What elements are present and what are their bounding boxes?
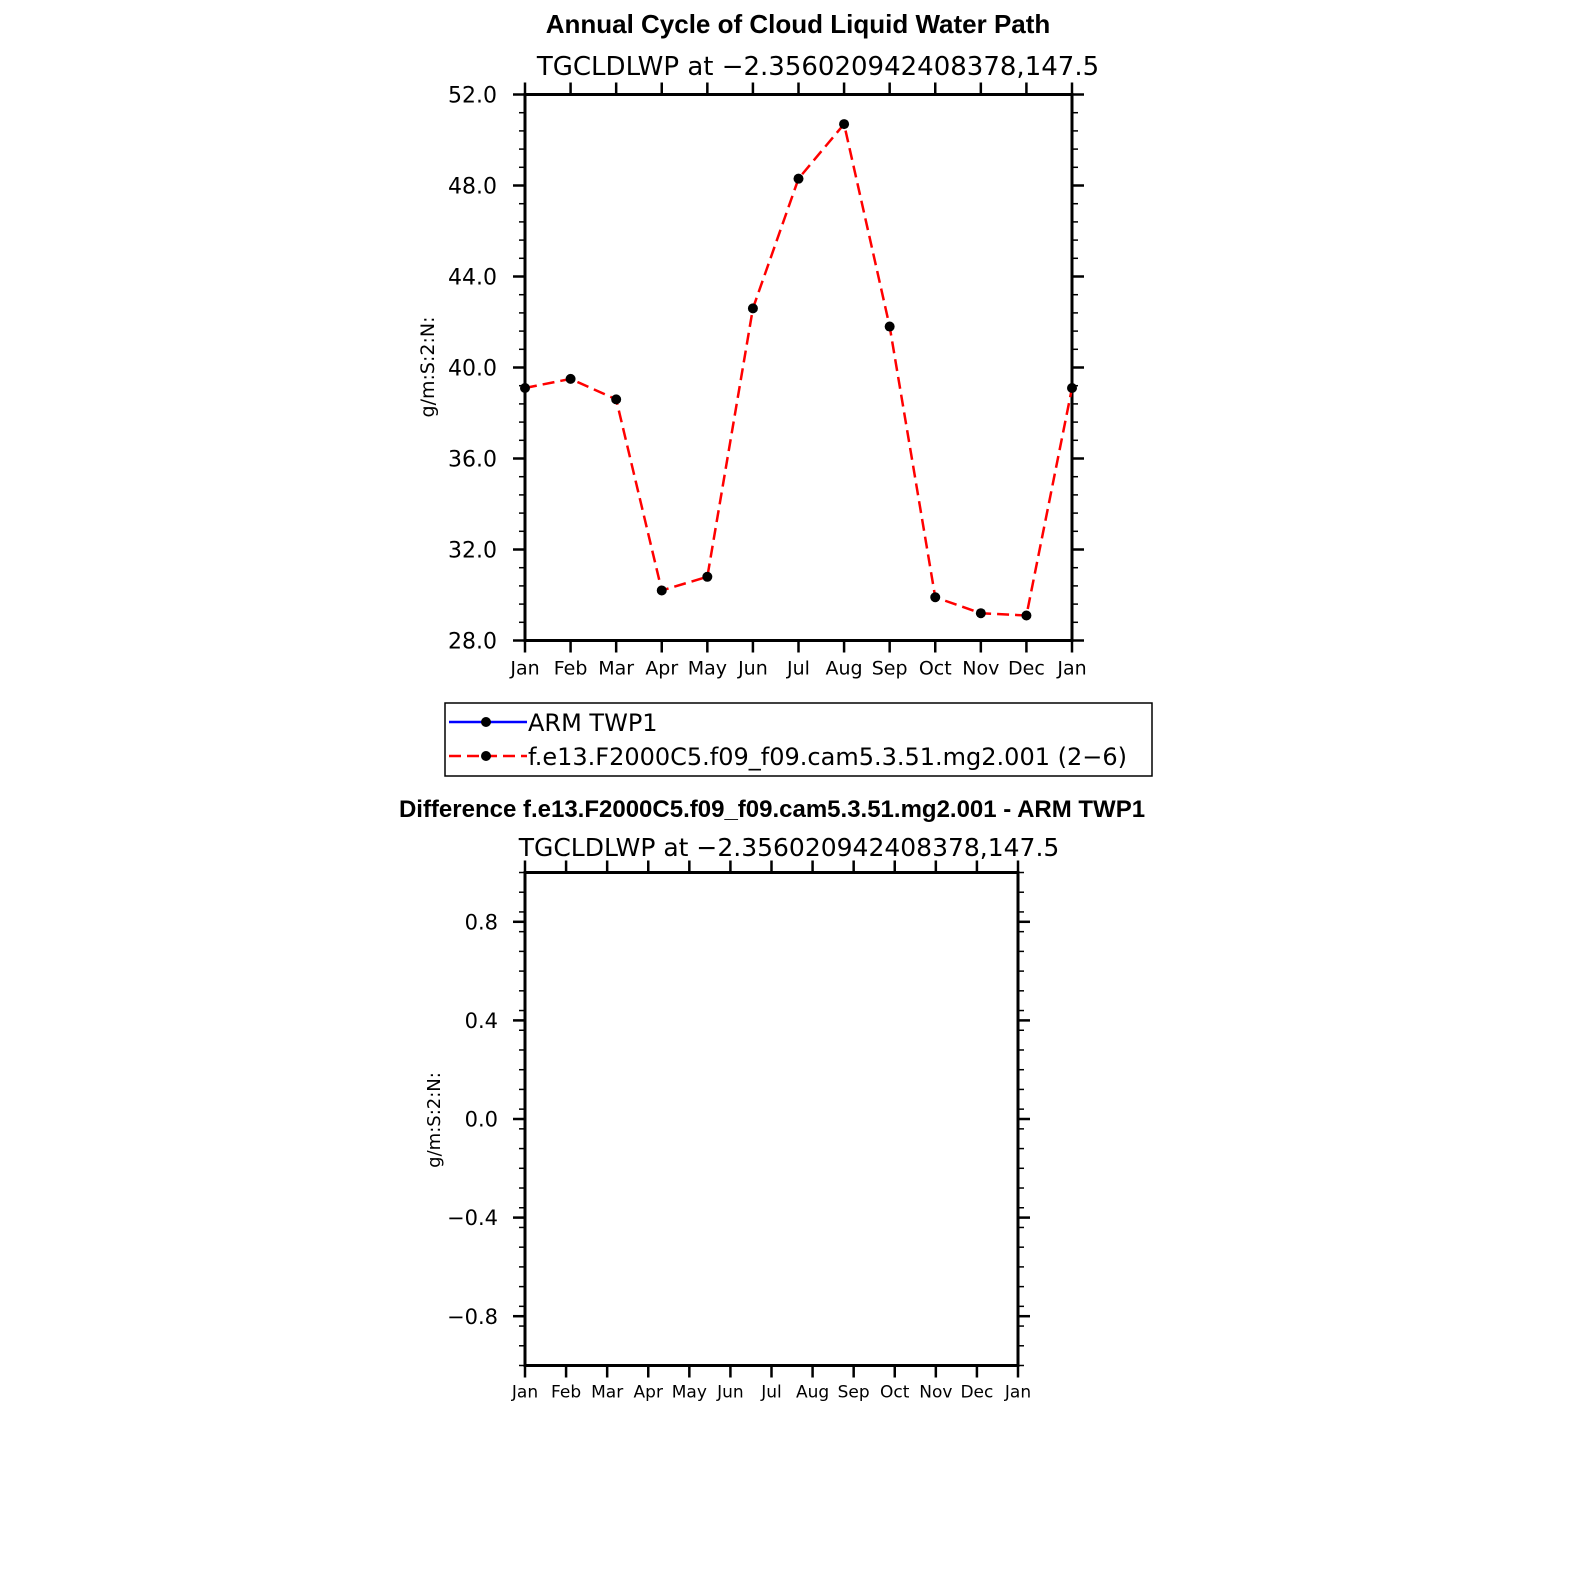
data-point xyxy=(520,383,530,393)
y-tick-label: 52.0 xyxy=(448,83,497,109)
x-tick-label: Oct xyxy=(918,657,952,680)
x-tick-label: Jan xyxy=(1004,1382,1032,1403)
axis-ticks xyxy=(513,861,1030,1378)
legend xyxy=(445,703,1152,776)
x-tick-label: Jan xyxy=(511,1382,539,1403)
y-tick-label: −0.8 xyxy=(447,1304,498,1329)
y-tick-label: 32.0 xyxy=(448,538,497,564)
data-point xyxy=(1021,610,1031,620)
y-tick-labels xyxy=(447,910,498,1328)
x-tick-label: Jun xyxy=(738,657,768,680)
y-axis-label: g/m:S:2:N: xyxy=(424,1072,445,1168)
x-tick-label: Oct xyxy=(880,1382,910,1403)
y-tick-label: 40.0 xyxy=(448,356,497,382)
x-tick-label: May xyxy=(671,1382,707,1403)
chart-subtitle: TGCLDLWP at −2.356020942408378,147.5 xyxy=(536,52,1100,82)
legend-label-arm-twp1: ARM TWP1 xyxy=(528,709,658,737)
x-tick-label: Sep xyxy=(837,1382,870,1403)
x-tick-label: Apr xyxy=(645,657,679,680)
y-tick-label: 0.0 xyxy=(464,1107,498,1132)
y-tick-labels xyxy=(448,83,497,654)
x-tick-label: Apr xyxy=(633,1382,663,1403)
chart-subtitle: TGCLDLWP at −2.356020942408378,147.5 xyxy=(518,833,1060,862)
x-tick-label: Jun xyxy=(717,1382,744,1403)
series-line xyxy=(525,124,1072,615)
axis-ticks xyxy=(513,83,1084,653)
y-tick-label: 44.0 xyxy=(448,265,497,291)
x-tick-label: Jan xyxy=(510,657,540,680)
x-tick-labels xyxy=(511,1383,1031,1403)
data-point xyxy=(702,572,712,582)
x-tick-label: Jul xyxy=(787,657,810,680)
legend-marker-arm-twp1 xyxy=(481,717,491,727)
y-tick-label: 36.0 xyxy=(448,447,497,473)
x-tick-label: Nov xyxy=(919,1382,953,1403)
x-tick-label: Feb xyxy=(551,1382,582,1403)
chart-title: Difference f.e13.F2000C5.f09_f09.cam5.3.51.mg2.001 - ARM TWP1 xyxy=(398,796,1146,823)
data-point xyxy=(794,174,804,184)
data-point xyxy=(885,322,895,332)
chart-title: Annual Cycle of Cloud Liquid Water Path xyxy=(545,9,1051,39)
y-tick-label: 28.0 xyxy=(448,629,497,655)
y-axis-label: g/m:S:2:N: xyxy=(417,316,439,418)
x-tick-label: Jul xyxy=(761,1382,782,1403)
x-tick-label: May xyxy=(687,657,727,680)
data-point xyxy=(930,592,940,602)
x-tick-label: Feb xyxy=(553,657,588,680)
series-lines xyxy=(525,124,1072,615)
x-tick-label: Dec xyxy=(960,1382,994,1403)
y-tick-label: −0.4 xyxy=(447,1206,498,1231)
y-tick-label: 0.4 xyxy=(464,1008,498,1033)
data-point xyxy=(748,303,758,313)
data-point xyxy=(566,374,576,384)
legend-marker-model xyxy=(481,751,491,761)
x-tick-label: Dec xyxy=(1008,657,1045,680)
data-point xyxy=(611,394,621,404)
difference-chart xyxy=(399,796,1145,1403)
x-tick-label: Mar xyxy=(591,1382,624,1403)
data-point xyxy=(657,585,667,595)
x-tick-label: Nov xyxy=(962,657,1000,680)
annual-cycle-chart xyxy=(417,9,1099,680)
legend-label-model: f.e13.F2000C5.f09_f09.cam5.3.51.mg2.001 (2−6) xyxy=(528,743,1127,771)
data-point xyxy=(976,608,986,618)
x-tick-labels xyxy=(509,658,1086,680)
y-tick-label: 48.0 xyxy=(448,174,497,200)
data-point xyxy=(839,119,849,129)
x-tick-label: Mar xyxy=(598,657,635,680)
x-tick-label: Aug xyxy=(825,657,863,680)
data-point xyxy=(1067,383,1077,393)
y-tick-label: 0.8 xyxy=(464,910,498,935)
x-tick-label: Jan xyxy=(1057,657,1087,680)
plot-frame xyxy=(525,873,1018,1366)
x-tick-label: Sep xyxy=(871,657,908,680)
x-tick-label: Aug xyxy=(795,1382,830,1403)
series-points xyxy=(520,119,1077,620)
